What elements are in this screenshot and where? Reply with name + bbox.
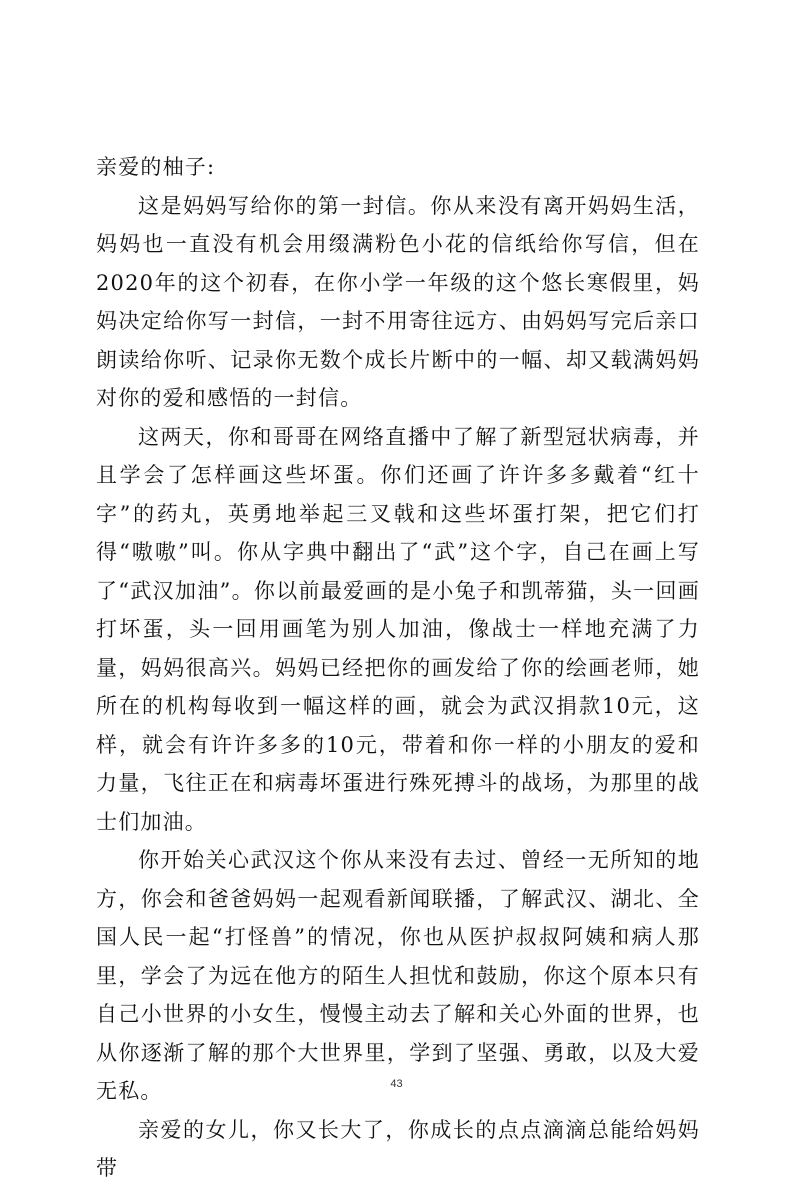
page-number: 43 [390,1078,403,1090]
letter-paragraph-1: 这是妈妈写给你的第一封信。你从来没有离开妈妈生活，妈妈也一直没有机会用缀满粉色小花的信纸给你写信，但在2020年的这个初春，在你小学一年级的这个悠长寒假里，妈妈决定给你写一封信，一封不用寄往远方、由妈妈写完后亲口朗读给你听、记录你无数个成长片断中的一幅、却又载满妈妈对你的爱和感悟的一封信。 [96,193,700,410]
letter-salutation: 亲爱的柚子: [96,155,216,179]
letter-body [96,148,700,1188]
letter-paragraph-3: 你开始关心武汉这个你从来没有去过、曾经一无所知的地方，你会和爸爸妈妈一起观看新闻联播，了解武汉、湖北、全国人民一起“打怪兽”的情况，你也从医护叔叔阿姨和病人那里，学会了为远在他方的陌生人担忧和鼓励，你这个原本只有自己小世界的小女生，慢慢主动去了解和关心外面的世界，也从你逐渐了解的那个大世界里，学到了坚强、勇敢，以及大爱无私。 [96,848,700,1103]
letter-paragraph-2: 这两天，你和哥哥在网络直播中了解了新型冠状病毒，并且学会了怎样画这些坏蛋。你们还画了许许多多戴着“红十字”的药丸，英勇地举起三叉戟和这些坏蛋打架，把它们打得“嗷嗷”叫。你从字典中翻出了“武”这个字，自己在画上写了“武汉加油”。你以前最爱画的是小兔子和凯蒂猫，头一回画打坏蛋，头一回用画笔为别人加油，像战士一样地充满了力量，妈妈很高兴。妈妈已经把你的画发给了你的绘画老师，她所在的机构每收到一幅这样的画，就会为武汉捐款10元，这样，就会有许许多多的10元，带着和你一样的小朋友的爱和力量，飞往正在和病毒坏蛋进行殊死搏斗的战场，为那里的战士们加油。 [96,424,700,834]
letter-paragraph-4: 亲爱的女儿，你又长大了，你成长的点点滴滴总能给妈妈带 [96,1117,700,1180]
